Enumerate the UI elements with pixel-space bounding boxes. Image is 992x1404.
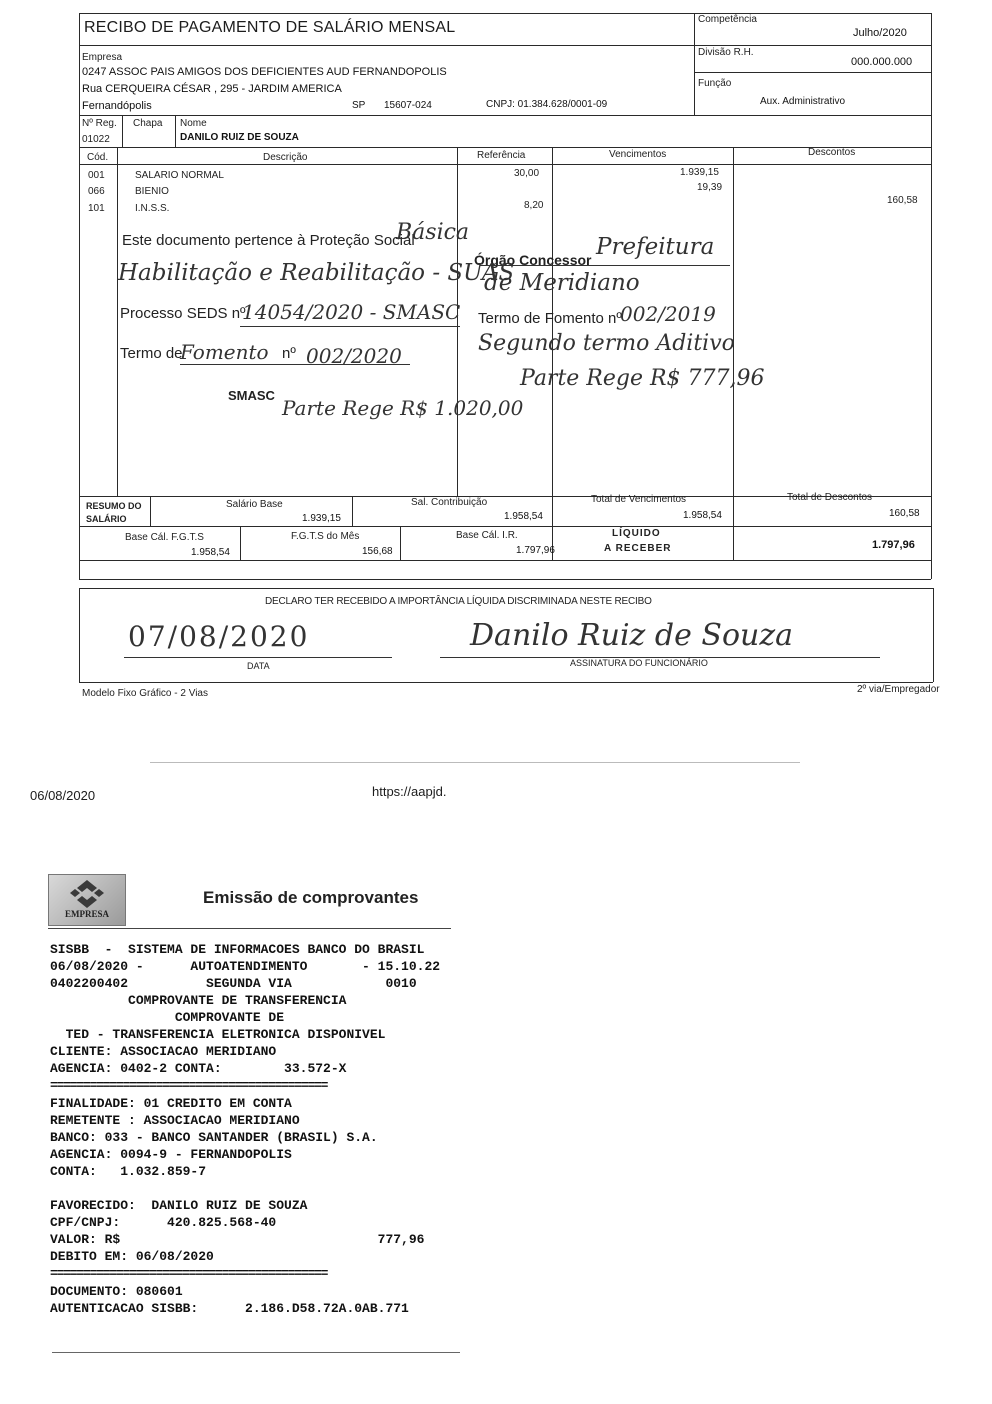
nreg-label: Nº Reg. xyxy=(82,118,117,129)
receipt-line: FAVORECIDO: DANILO RUIZ DE SOUZA xyxy=(50,1198,308,1213)
item-cod: 101 xyxy=(88,203,105,214)
col-ref-header: Referência xyxy=(477,150,526,161)
receipt-line: CLIENTE: ASSOCIACAO MERIDIANO xyxy=(50,1044,277,1059)
fgts-mes-label: F.G.T.S do Mês xyxy=(291,531,360,542)
funcao-label: Função xyxy=(698,78,732,89)
total-venc-value: 1.958,54 xyxy=(683,510,722,521)
nome-label: Nome xyxy=(180,118,207,129)
handwriting-underline xyxy=(180,364,410,365)
handwriting: Habilitação e Reabilitação - SUAS xyxy=(118,260,515,286)
col-venc-header: Vencimentos xyxy=(609,149,667,160)
base-fgts-label: Base Cál. F.G.T.S xyxy=(125,532,204,543)
item-descontos: 160,58 xyxy=(887,195,918,206)
sal-contrib-label: Sal. Contribuição xyxy=(411,497,488,508)
receipt-line: COMPROVANTE DE xyxy=(50,1010,285,1025)
handwriting: 14054/2020 - SMASC xyxy=(242,300,461,324)
receipt-line: DEBITO EM: 06/08/2020 xyxy=(50,1249,214,1264)
declaration-text: DECLARO TER RECEBIDO A IMPORTÂNCIA LÍQUIDA DISCRIMINADA NESTE RECIBO xyxy=(265,596,652,607)
receipt-line: FINALIDADE: 01 CREDITO EM CONTA xyxy=(50,1096,292,1111)
handwriting-underline xyxy=(240,326,460,327)
bank-heading: Emissão de comprovantes xyxy=(203,888,419,907)
item-cod: 001 xyxy=(88,170,105,181)
fgts-mes-value: 156,68 xyxy=(362,546,393,557)
item-venc: 19,39 xyxy=(697,182,723,193)
receipt-line: TED - TRANSFERENCIA ELETRONICA DISPONIVEL xyxy=(50,1027,386,1042)
empresa-address: Rua CERQUEIRA CÉSAR , 295 - JARDIM AMERICA xyxy=(82,83,342,95)
base-ir-label: Base Cál. I.R. xyxy=(456,530,518,541)
item-venc: 1.939,15 xyxy=(680,167,719,178)
receipt-line: 06/08/2020 - AUTOATENDIMENTO - 15.10.22 xyxy=(50,959,441,974)
col-descontos-header: Descontos xyxy=(808,147,856,158)
footer-via: 2º via/Empregador xyxy=(857,684,940,695)
resumo-label: RESUMO DO SALÁRIO xyxy=(86,501,142,524)
print-url: https://aapjd. xyxy=(372,784,447,799)
handwriting: Fomento xyxy=(180,340,269,364)
receipt-line: 0402200402 SEGUNDA VIA 0010 xyxy=(50,976,417,991)
competencia-value: Julho/2020 xyxy=(853,27,907,39)
receipt-separator: ========================================== xyxy=(50,1266,328,1281)
bank-logo-icon xyxy=(49,877,125,911)
print-date: 06/08/2020 xyxy=(30,788,96,803)
empresa-name: 0247 ASSOC PAIS AMIGOS DOS DEFICIENTES AUD FERNANDOPOLIS xyxy=(82,66,447,78)
handwriting: Parte Rege R$ 777,96 xyxy=(520,366,765,391)
footer-model: Modelo Fixo Gráfico - 2 Vias xyxy=(82,688,208,699)
assinatura-label: ASSINATURA DO FUNCIONÁRIO xyxy=(570,658,708,668)
handwriting: de Meridiano xyxy=(484,270,640,296)
data-label: DATA xyxy=(247,661,270,671)
stamp-line-1: Este documento pertence à Proteção Social xyxy=(122,232,415,249)
handwriting: 002/2019 xyxy=(620,302,716,326)
handwriting: Parte Rege R$ 1.020,00 xyxy=(282,396,524,420)
receipt-line: DOCUMENTO: 080601 xyxy=(50,1284,183,1299)
heading-rule xyxy=(48,928,451,929)
empresa-label: Empresa xyxy=(82,52,123,63)
receipt-line: REMETENTE : ASSOCIACAO MERIDIANO xyxy=(50,1113,300,1128)
bank-logo xyxy=(48,874,126,926)
handwriting: Básica xyxy=(396,220,470,245)
date-handwritten: 07/08/2020 xyxy=(128,620,310,653)
receipt-line: AGENCIA: 0402-2 CONTA: 33.572-X xyxy=(50,1061,347,1076)
stamp-processo: Processo SEDS nº xyxy=(120,305,246,322)
handwriting-underline xyxy=(480,265,730,266)
handwriting: 002/2020 xyxy=(306,344,402,368)
stamp-termo-de-n: nº xyxy=(282,345,296,362)
receipt-line: VALOR: R$ 777,96 xyxy=(50,1232,425,1247)
item-cod: 066 xyxy=(88,186,105,197)
stamp-smasc: SMASC xyxy=(228,388,275,403)
total-desc-value: 160,58 xyxy=(889,508,920,519)
empresa-cep: 15607-024 xyxy=(384,100,432,111)
salario-base-label: Salário Base xyxy=(226,499,283,510)
item-desc: I.N.S.S. xyxy=(135,203,170,214)
salario-base-value: 1.939,15 xyxy=(302,513,341,524)
receipt-line: AUTENTICACAO SISBB: 2.186.D58.72A.0AB.771 xyxy=(50,1301,409,1316)
bottom-rule xyxy=(52,1352,460,1353)
nome-value: DANILO RUIZ DE SOUZA xyxy=(180,132,299,143)
bank-logo-text: EMPRESA xyxy=(64,909,109,919)
liquido-value: 1.797,96 xyxy=(872,539,915,551)
col-cod-header: Cód. xyxy=(87,152,109,163)
divisao-label: Divisão R.H. xyxy=(698,47,754,58)
receipt-line: AGENCIA: 0094-9 - FERNANDOPOLIS xyxy=(50,1147,292,1162)
stamp-orgao: Órgão Concessor xyxy=(474,252,592,268)
item-ref: 8,20 xyxy=(524,200,544,211)
base-ir-value: 1.797,96 xyxy=(516,545,555,556)
empresa-city: Fernandópolis xyxy=(82,100,152,112)
item-desc: SALARIO NORMAL xyxy=(135,170,224,181)
col-desc-header: Descrição xyxy=(263,152,308,163)
liquido-label: LÍQUIDO xyxy=(612,528,661,539)
receipt-separator: ========================================== xyxy=(50,1078,328,1093)
base-fgts-value: 1.958,54 xyxy=(191,547,230,558)
competencia-label: Competência xyxy=(698,14,757,25)
total-desc-label: Total de Descontos xyxy=(787,492,873,503)
stamp-termo-de: Termo de xyxy=(120,345,183,362)
total-venc-label: Total de Vencimentos xyxy=(591,494,687,505)
receipt-line: COMPROVANTE DE TRANSFERENCIA xyxy=(50,993,347,1008)
chapa-label: Chapa xyxy=(133,118,163,129)
print-separator xyxy=(150,762,800,763)
payslip-title: RECIBO DE PAGAMENTO DE SALÁRIO MENSAL xyxy=(84,19,456,36)
a-receber-label: A RECEBER xyxy=(604,543,672,554)
receipt-line: CONTA: 1.032.859-7 xyxy=(50,1164,207,1179)
item-ref: 30,00 xyxy=(514,168,540,179)
receipt-line: BANCO: 033 - BANCO SANTANDER (BRASIL) S.A. xyxy=(50,1130,378,1145)
date-line xyxy=(124,657,392,658)
receipt-line: CPF/CNPJ: 420.825.568-40 xyxy=(50,1215,277,1230)
handwriting: Segundo termo Aditivo xyxy=(478,331,735,356)
empresa-uf: SP xyxy=(352,100,366,111)
nreg-value: 01022 xyxy=(82,134,110,145)
sal-contrib-value: 1.958,54 xyxy=(504,511,543,522)
stamp-termo-fomento: Termo de Fomento nº xyxy=(478,310,622,327)
funcao-value: Aux. Administrativo xyxy=(760,96,846,107)
receipt-line: SISBB - SISTEMA DE INFORMACOES BANCO DO BRASIL xyxy=(50,942,425,957)
item-desc: BIENIO xyxy=(135,186,169,197)
empresa-cnpj: CNPJ: 01.384.628/0001-09 xyxy=(486,99,608,110)
divisao-value: 000.000.000 xyxy=(851,56,913,68)
employee-signature: Danilo Ruiz de Souza xyxy=(470,618,794,653)
handwriting: Prefeitura xyxy=(596,234,715,260)
